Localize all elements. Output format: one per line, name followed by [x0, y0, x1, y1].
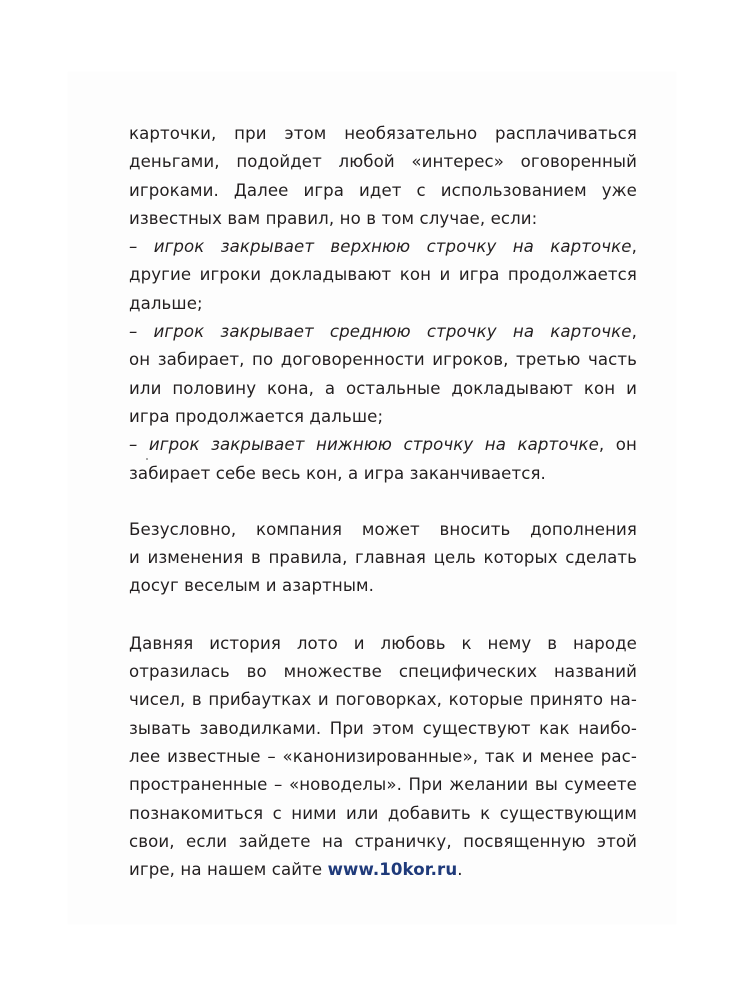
paragraph-note	[129, 516, 637, 601]
paragraph-rules	[129, 120, 637, 488]
link-lead-text: игре, на нашем сайте	[129, 860, 328, 880]
text-line: деньгами, подойдет любой «интерес» оговоренный	[129, 152, 637, 172]
text-line: забирает себе весь кон, а игра заканчивается.	[129, 463, 546, 483]
paragraph-gap	[129, 601, 637, 630]
bullet-item-bottom-row	[129, 431, 637, 459]
bullet-tail: ,	[631, 237, 637, 257]
text-line: пространенные – «новоделы». При желании вы сумеете	[129, 775, 637, 795]
bullet-italic: – игрок закрывает верхнюю строчку на карточке	[129, 237, 632, 257]
link-trailing-text: .	[457, 860, 463, 880]
bullet-italic: – игрок закрывает нижнюю строчку на карточке	[129, 435, 599, 455]
text-line: карточки, при этом необязательно расплачиваться	[129, 124, 637, 143]
paragraph-history	[129, 630, 637, 885]
text-line: он забирает, по договоренности игроков, третью часть	[129, 350, 637, 370]
text-line: лее известные – «канонизированные», так и менее рас-	[129, 746, 637, 766]
document-body	[129, 120, 637, 884]
text-line: Безусловно, компания может вносить дополнения	[129, 519, 637, 539]
text-line: досуг веселым и азартным.	[129, 576, 375, 596]
bullet-tail: , он	[598, 435, 637, 455]
text-line-with-link	[129, 856, 637, 884]
text-line: другие игроки докладывают кон и игра продолжается	[129, 265, 637, 285]
text-line: и изменения в правила, главная цель которых сделать	[129, 548, 637, 568]
text-line: Давняя история лото и любовь к нему в народе	[129, 633, 637, 653]
bullet-italic: – игрок закрывает среднюю строчку на карточке	[129, 322, 632, 342]
text-line: познакомиться с ними или добавить к существующим	[129, 803, 637, 823]
bullet-tail: ,	[631, 322, 637, 342]
text-line: свои, если зайдете на страничку, посвященную этой	[129, 831, 637, 851]
text-line: игроками. Далее игра идет с использованием уже	[129, 180, 637, 200]
text-line: известных вам правил, но в том случае, если:	[129, 208, 538, 228]
text-line: отразилась во множестве специфических названий	[129, 662, 637, 682]
paragraph-gap	[129, 488, 637, 516]
bullet-item-top-row	[129, 233, 637, 261]
text-line: зывать заводилками. При этом существуют как наибо-	[129, 718, 637, 738]
text-line: игра продолжается дальше;	[129, 406, 384, 426]
website-link[interactable]: www.10kor.ru	[327, 860, 458, 880]
text-line: чисел, в прибаутках и поговорках, которые принято на-	[129, 690, 637, 710]
text-line: дальше;	[129, 293, 203, 313]
bullet-item-middle-row	[129, 318, 637, 346]
text-line: или половину кона, а остальные докладывают кон и	[129, 378, 637, 398]
